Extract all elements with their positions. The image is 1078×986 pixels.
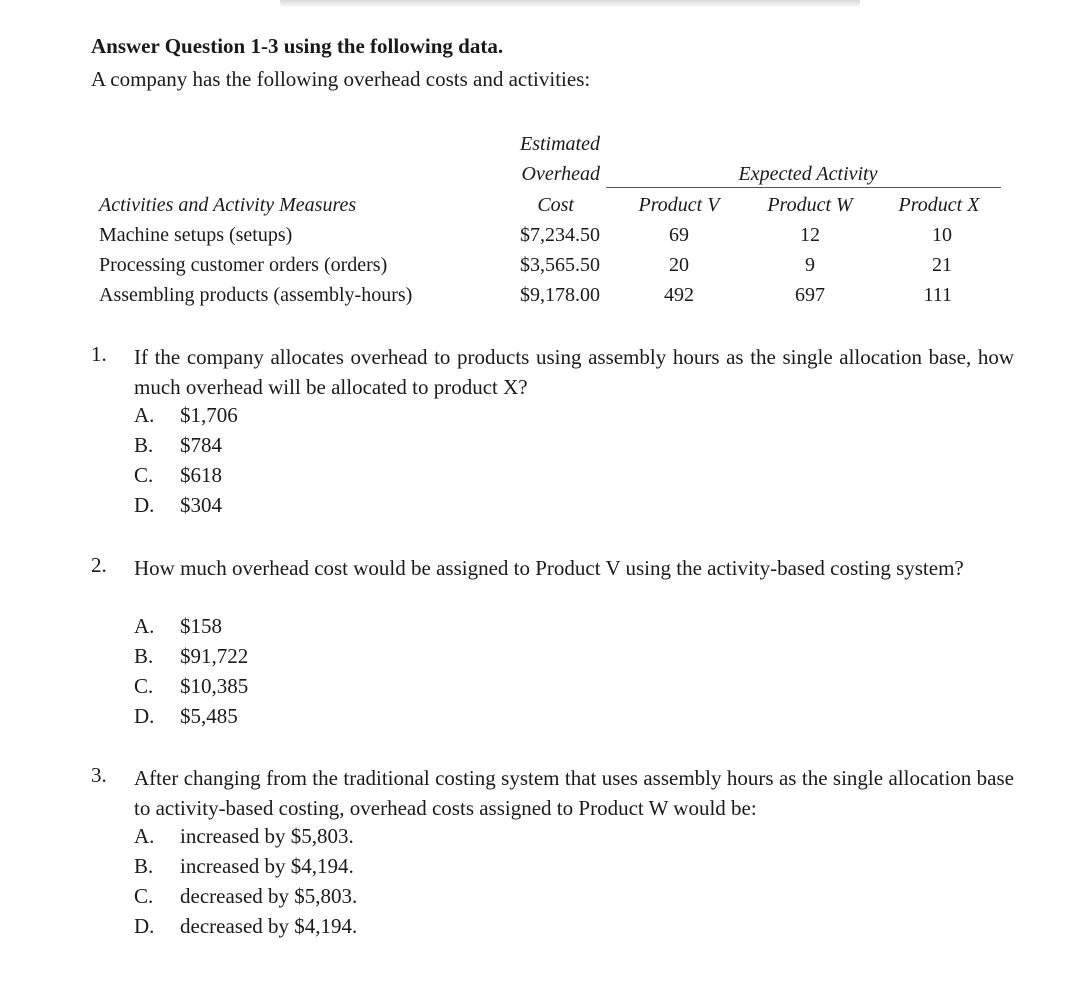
row-product-x: 10 [932,224,952,246]
option-text: $784 [180,433,222,457]
answer-option[interactable] [134,884,357,909]
option-letter: A. [134,403,155,427]
answer-option[interactable] [134,644,248,669]
answer-option[interactable] [134,824,354,849]
option-letter: A. [134,614,155,638]
option-text: $91,722 [180,644,249,668]
row-product-x: 21 [932,254,952,276]
question-1 [91,342,1021,522]
option-letter: D. [134,493,155,517]
option-text: $618 [180,463,222,487]
option-text: increased by $5,803. [180,824,354,848]
intro-text: A company has the following overhead costs and activities: [91,67,591,91]
option-letter: C. [134,884,154,908]
product-v-header: Product V [638,194,720,216]
row-product-v: 69 [669,224,689,246]
question-3 [91,763,1021,948]
option-text: increased by $4,194. [180,854,354,878]
question-number: 3. [91,763,107,787]
question-text: If the company allocates overhead to products using assembly hours as the single allocation base, how much overhead will be allocated to product X? [134,345,1014,399]
answer-option[interactable] [134,914,357,939]
question-text: How much overhead cost would be assigned to Product V using the activity-based costing system? [134,556,964,580]
option-letter: C. [134,674,154,698]
activity-column-header: Activities and Activity Measures [99,194,357,216]
option-letter: A. [134,824,155,848]
row-product-w: 9 [805,254,815,276]
answer-option[interactable] [134,433,222,458]
question-text: After changing from the traditional costing system that uses assembly hours as the single allocation base to activity-based costing, overhead costs assigned to Product W would be: [134,766,1014,820]
row-product-v: 492 [664,284,694,306]
row-cost: $7,234.50 [520,224,600,246]
question-number: 1. [91,342,107,366]
product-w-header: Product W [767,194,853,216]
row-product-w: 12 [800,224,820,246]
cost-header-line2: Overhead [521,163,600,185]
row-product-w: 697 [795,284,825,306]
answer-option[interactable] [134,854,354,879]
answer-option[interactable] [134,674,248,699]
option-text: $5,485 [180,704,238,728]
row-activity: Machine setups (setups) [99,224,293,246]
option-text: $1,706 [180,403,238,427]
header-rule [606,187,1001,188]
cost-header-line3: Cost [537,194,574,216]
option-letter: B. [134,433,154,457]
cost-header-line1: Estimated [520,133,600,155]
instructions-heading: Answer Question 1-3 using the following data. [91,34,504,58]
answer-option[interactable] [134,614,222,639]
row-activity: Assembling products (assembly-hours) [99,284,413,306]
answer-option[interactable] [134,463,222,488]
option-text: $158 [180,614,222,638]
page-edge-shadow [280,0,860,8]
question-2 [91,553,1021,733]
option-letter: B. [134,854,154,878]
row-product-x: 111 [923,284,952,306]
row-cost: $9,178.00 [520,284,600,306]
expected-activity-header: Expected Activity [738,163,878,185]
answer-option[interactable] [134,704,238,729]
product-x-header: Product X [898,194,980,216]
answer-option[interactable] [134,493,222,518]
option-letter: D. [134,704,155,728]
option-text: $10,385 [180,674,249,698]
answer-option[interactable] [134,403,238,428]
row-activity: Processing customer orders (orders) [99,254,388,276]
question-number: 2. [91,553,107,577]
option-letter: D. [134,914,155,938]
option-text: decreased by $5,803. [180,884,358,908]
row-cost: $3,565.50 [520,254,600,276]
option-text: $304 [180,493,222,517]
option-letter: C. [134,463,154,487]
row-product-v: 20 [669,254,689,276]
option-text: decreased by $4,194. [180,914,358,938]
option-letter: B. [134,644,154,668]
